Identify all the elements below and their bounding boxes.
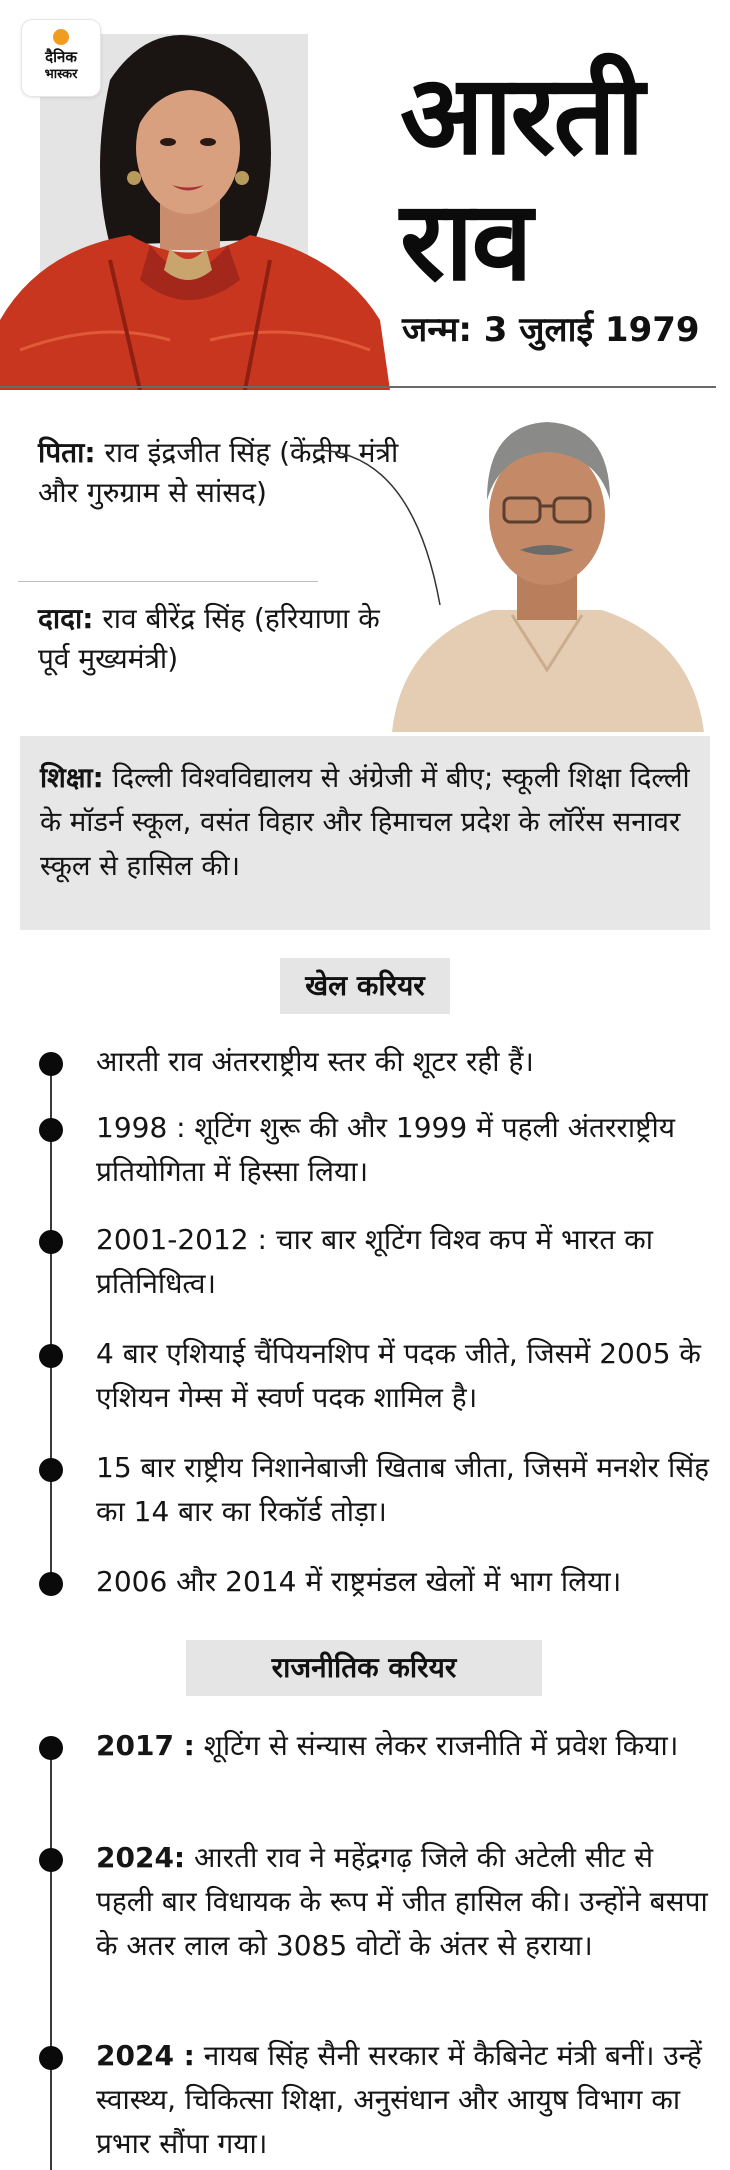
- political-item-year: 2024:: [96, 1841, 186, 1874]
- political-item-year: 2017 :: [96, 1729, 195, 1762]
- header-section: [0, 0, 730, 390]
- father-text: राव इंद्रजीत सिंह (केंद्रीय मंत्री और गुरुग्राम से सांसद): [38, 436, 399, 509]
- timeline-dot: [39, 1572, 63, 1596]
- sports-item: 2001-2012 : चार बार शूटिंग विश्व कप में भारत का प्रतिनिधित्व।: [96, 1223, 654, 1300]
- sun-icon: [53, 29, 69, 45]
- timeline-dot: [39, 1052, 63, 1076]
- grandfather-label: दादा:: [38, 602, 94, 635]
- political-item: [96, 1724, 716, 1768]
- father-label: पिता:: [38, 436, 96, 469]
- sports-item: 2006 और 2014 में राष्ट्रमंडल खेलों में भाग लिया।: [96, 1565, 622, 1598]
- education-info: [40, 756, 690, 888]
- logo-text-line2: भास्कर: [44, 67, 78, 82]
- portrait-rao-inderjit-singh: [382, 400, 712, 732]
- sports-item: 1998 : शूटिंग शुरू की और 1999 में पहली अंतरराष्ट्रीय प्रतियोगिता में हिस्सा लिया।: [96, 1111, 675, 1188]
- education-text: दिल्ली विश्वविद्यालय से अंग्रेजी में बीए; स्कूली शिक्षा दिल्ली के मॉडर्न स्कूल, वसंत विहार और हिमाचल प्रदेश के लॉरेंस सनावर स्कूल से हासिल की।: [40, 762, 690, 882]
- political-timeline-line: [50, 1740, 52, 2170]
- grandfather-text: राव बीरेंद्र सिंह (हरियाणा के पूर्व मुख्यमंत्री): [38, 602, 380, 675]
- political-item-text: नायब सिंह सैनी सरकार में कैबिनेट मंत्री बनीं। उन्हें स्वास्थ्य, चिकित्सा शिक्षा, अनुसंधान और आयुष विभाग का प्रभार सौंपा गया।: [96, 2039, 702, 2160]
- timeline-dot: [39, 1344, 63, 1368]
- timeline-dot: [39, 1230, 63, 1254]
- title-line2: राव: [400, 177, 531, 305]
- timeline-dot: [39, 2046, 63, 2070]
- header-divider: [0, 386, 716, 388]
- date-of-birth: जन्म: 3 जुलाई 1979: [402, 310, 700, 350]
- dainik-bhaskar-logo: [22, 20, 100, 96]
- family-divider: [18, 581, 318, 582]
- political-career-heading: राजनीतिक करियर: [186, 1640, 542, 1696]
- timeline-dot: [39, 1848, 63, 1872]
- political-item: [96, 1836, 716, 1968]
- logo-text-line1: दैनिक: [45, 48, 77, 66]
- sports-item: 4 बार एशियाई चैंपियनशिप में पदक जीते, जिसमें 2005 के एशियन गेम्स में स्वर्ण पदक शामिल है।: [96, 1337, 701, 1414]
- political-item: [96, 2034, 716, 2166]
- timeline-dot: [39, 1458, 63, 1482]
- sports-item: 15 बार राष्ट्रीय निशानेबाजी खिताब जीता, जिसमें मनशेर सिंह का 14 बार का रिकॉर्ड तोड़ा।: [96, 1451, 709, 1528]
- political-item-text: आरती राव ने महेंद्रगढ़ जिले की अटेली सीट से पहली बार विधायक के रूप में जीत हासिल की। उन्होंने बसपा के अतर लाल को 3085 वोटों के अंतर से हराया।: [96, 1841, 708, 1962]
- timeline-dot: [39, 1736, 63, 1760]
- education-label: शिक्षा:: [40, 762, 104, 794]
- sports-career-heading: खेल करियर: [280, 958, 450, 1014]
- political-item-text: शूटिंग से संन्यास लेकर राजनीति में प्रवेश किया।: [194, 1729, 679, 1762]
- education-box: [20, 736, 710, 930]
- title-line1: आरती: [400, 51, 643, 179]
- timeline-dot: [39, 1118, 63, 1142]
- sports-item: आरती राव अंतरराष्ट्रीय स्तर की शूटर रही हैं।: [96, 1045, 534, 1078]
- grandfather-info: [38, 599, 408, 679]
- political-item-year: 2024 :: [96, 2039, 195, 2072]
- page-title: [400, 52, 720, 304]
